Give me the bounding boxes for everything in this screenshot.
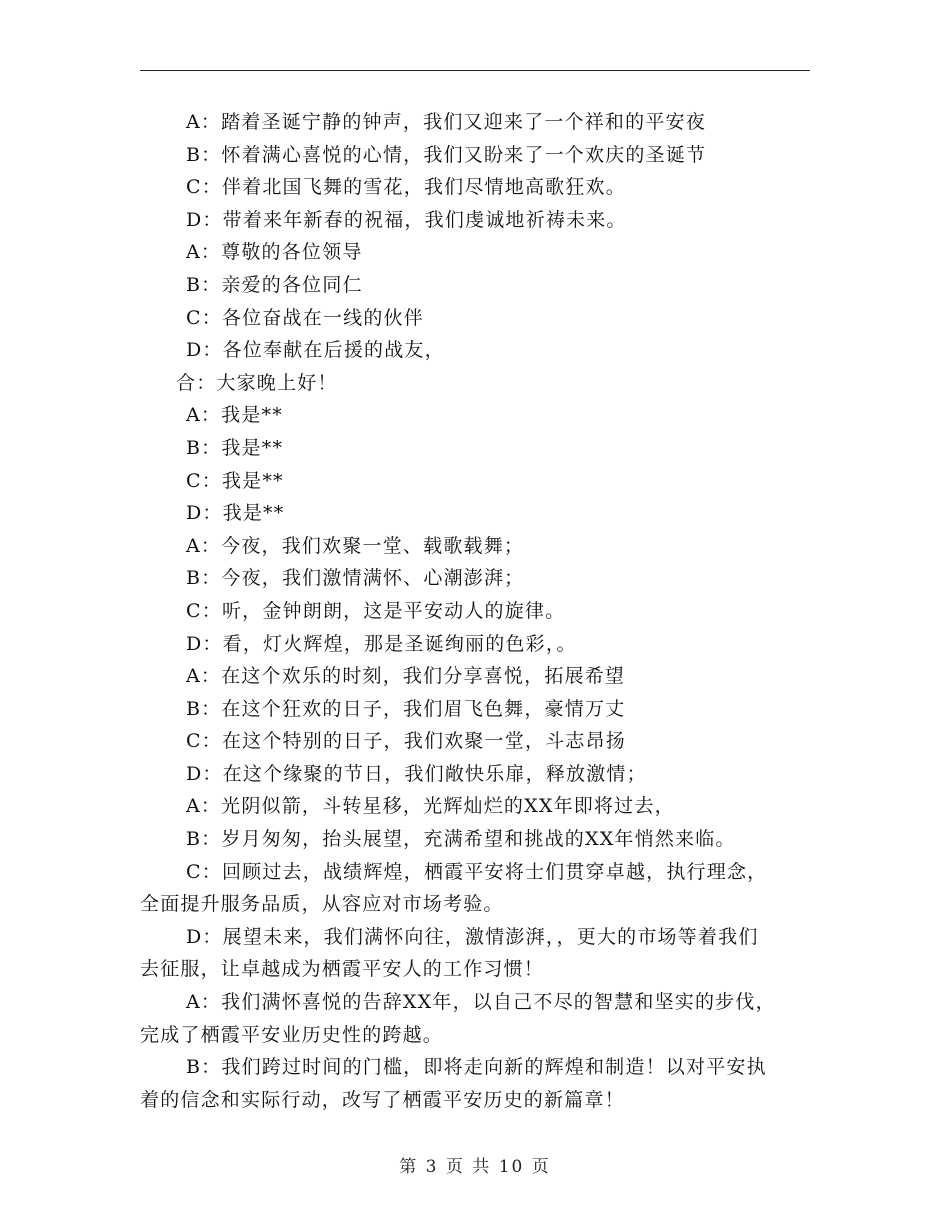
line-b-6: B：岁月匆匆，抬头展望，充满希望和挑战的XX年悄然来临。 [186, 828, 736, 851]
line-a-1: A：踏着圣诞宁静的钟声，我们又迎来了一个祥和的平安夜 [186, 111, 706, 133]
line-d-4: D：看，灯火辉煌，那是圣诞绚丽的色彩，。 [186, 632, 577, 655]
line-d-1: D：带着来年新春的祝福，我们虔诚地祈祷未来。 [186, 208, 627, 231]
line-a-3: A：我是** [186, 404, 283, 427]
line-c-3: C：我是** [186, 469, 284, 492]
line-d-6: D：展望未来，我们满怀向往，激情澎湃，，更大的市场等着我们 [186, 925, 759, 948]
line-a-2: A：尊敬的各位领导 [186, 241, 363, 264]
line-c-2: C：各位奋战在一线的伙伴 [186, 306, 424, 329]
line-c-1: C：伴着北国飞舞的雪花，我们尽情地高歌狂欢。 [186, 176, 626, 199]
line-c-6: C：回顾过去，战绩辉煌，栖霞平安将士们贯穿卓越，执行理念， [186, 860, 768, 883]
line-c-5: C：在这个特别的日子，我们欢聚一堂，斗志昂扬 [186, 730, 626, 753]
line-d-5: D：在这个缘聚的节日，我们敞快乐扉，释放激情； [186, 762, 647, 785]
line-b-4: B：今夜，我们激情满怀、心潮澎湃； [186, 567, 525, 590]
line-c-6-cont: 全面提升服务品质，从容应对市场考验。 [140, 893, 504, 916]
line-d-2: D：各位奉献在后援的战友， [186, 339, 445, 362]
line-a-4: A：今夜，我们欢聚一堂、载歌载舞； [186, 534, 525, 557]
line-b-2: B：亲爱的各位同仁 [186, 273, 363, 296]
line-a-6: A：光阴似箭，斗转星移，光辉灿烂的XX年即将过去， [186, 795, 675, 818]
line-b-3: B：我是** [186, 436, 284, 459]
line-b-7: B：我们跨过时间的门槛，即将走向新的辉煌和制造！以对平安执 [186, 1056, 767, 1079]
line-d-6-cont: 去征服，让卓越成为栖霞平安人的工作习惯！ [140, 958, 545, 981]
line-a-7: A：我们满怀喜悦的告辞XX年，以自己不尽的智慧和坚实的步伐， [186, 991, 776, 1014]
header-rule [140, 70, 810, 71]
line-a-7-cont: 完成了栖霞平安业历史性的跨越。 [140, 1023, 444, 1046]
line-d-3: D：我是** [186, 502, 285, 525]
line-b-5: B：在这个狂欢的日子，我们眉飞色舞，豪情万丈 [186, 697, 626, 720]
line-a-5: A：在这个欢乐的时刻，我们分享喜悦，拓展希望 [186, 665, 626, 688]
line-b-1: B：怀着满心喜悦的心情，我们又盼来了一个欢庆的圣诞节 [186, 143, 707, 166]
line-b-7-cont: 着的信念和实际行动，改写了栖霞平安历史的新篇章！ [140, 1088, 625, 1111]
line-together: 合：大家晚上好！ [176, 371, 338, 394]
page-footer: 第 3 页 共 10 页 [399, 1157, 551, 1177]
document-body [140, 106, 810, 1116]
line-c-4: C：听，金钟朗朗，这是平安动人的旋律。 [186, 599, 566, 622]
